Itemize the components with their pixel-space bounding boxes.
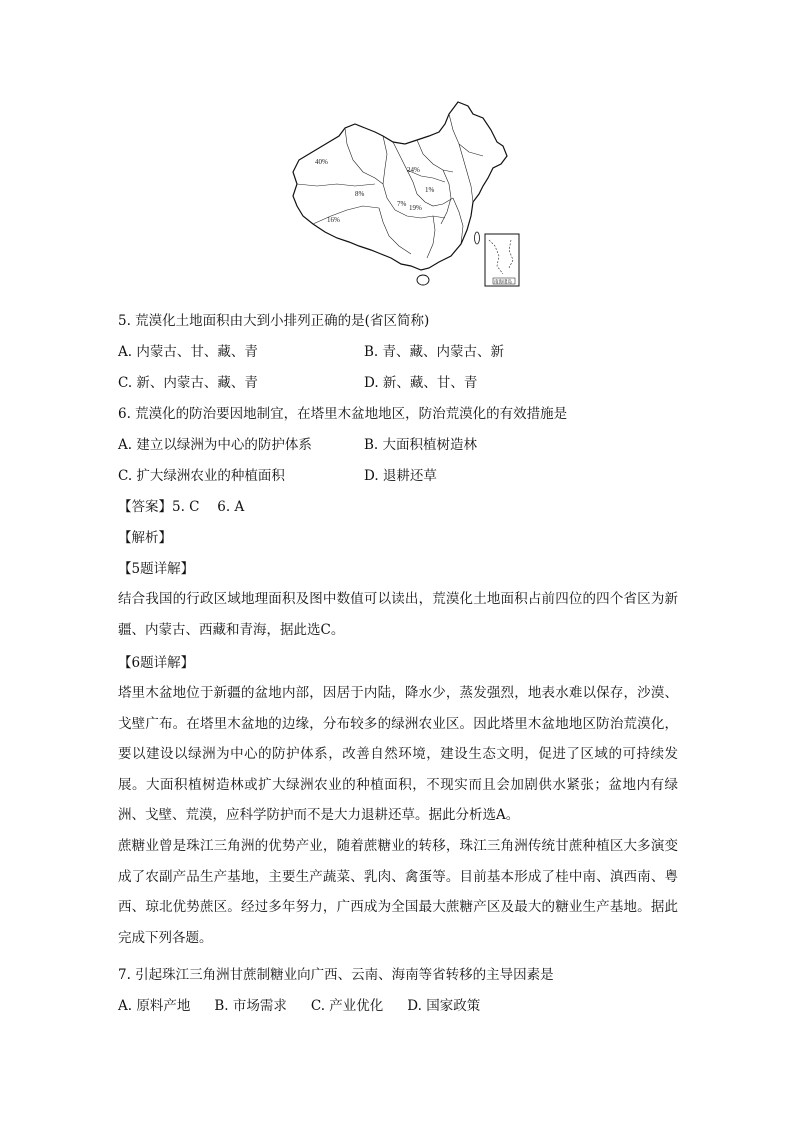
q5-detail-text: 结合我国的行政区域地理面积及图中数值可以读出，荒漠化土地面积占前四位的四个省区为新疆、内蒙古、西藏和青海，据此选C。 [118,591,678,638]
q5-option-c: C. 新、内蒙古、藏、青 [118,375,258,391]
q6-option-a: A. 建立以绿洲为中心的防护体系 [118,437,312,453]
inset-label: 南海诸岛 [494,280,512,285]
q6-stem: 6. 荒漠化的防治要因地制宜，在塔里木盆地地区，防治荒漠化的有效措施是 [118,406,568,422]
q7-option-a: A. 原料产地 [118,998,191,1014]
q5-option-b: B. 青、藏、内蒙古、新 [364,344,505,360]
south-china-sea-inset [485,234,519,286]
taiwan-island [475,232,480,244]
label-qinghai: 8% [355,190,365,198]
label-label3: 1% [425,186,435,194]
analysis-heading: 【解析】 [118,530,172,546]
q5-option-d: D. 新、藏、甘、青 [364,375,478,391]
q6-detail-heading: 【6题详解】 [118,655,195,671]
q5-detail-heading: 【5题详解】 [118,561,195,577]
china-outline [293,102,507,270]
sugar-industry-passage: 蔗糖业曾是珠江三角洲的优势产业，随着蔗糖业的转移，珠江三角洲传统甘蔗种植区大多演变成了农副产品生产基地，主要生产蔬菜、乳肉、禽蛋等。目前基本形成了桂中南、滇西南、粤西、琼北优势蔗区。经过多年努力，广西成为全国最大蔗糖产区及最大的糖业生产基地。据此完成下列各题。 [118,838,678,946]
label-xizang: 16% [327,216,340,224]
q7-stem: 7. 引起珠江三角洲甘蔗制糖业向广西、云南、海南等省转移的主导因素是 [118,967,554,983]
label-ningxia: 19% [409,204,422,212]
china-desertification-map [283,98,523,294]
q5-stem: 5. 荒漠化土地面积由大到小排列正确的是(省区简称) [118,313,430,329]
q6-option-c: C. 扩大绿洲农业的种植面积 [118,468,285,484]
q6-option-b: B. 大面积植树造林 [364,437,478,453]
q7-options [118,997,504,1015]
label-gansu: 7% [397,200,407,208]
q5-option-a: A. 内蒙古、甘、藏、青 [118,344,258,360]
q7-option-b: B. 市场需求 [214,998,287,1014]
q6-option-d: D. 退耕还草 [364,468,437,484]
map-figure [283,98,523,294]
label-neimenggu: 24% [407,166,420,174]
q7-option-c: C. 产业优化 [310,998,384,1014]
hainan-island [417,275,429,285]
q7-option-d: D. 国家政策 [407,998,481,1014]
answer-line: 【答案】5. C 6. A [118,499,245,515]
label-xinjiang: 40% [315,158,328,166]
q6-detail-text: 塔里木盆地位于新疆的盆地内部，因居于内陆，降水少，蒸发强烈，地表水难以保存，沙漠、戈壁广布。在塔里木盆地的边缘，分布较多的绿洲农业区。因此塔里木盆地地区防治荒漠化，要以建设以绿洲为中心的防护体系，改善自然环境，建设生态文明，促进了区域的可持续发展。大面积植树造林或扩大绿洲农业的种植面积，不现实而且会加剧供水紧张；盆地内有绿洲、戈壁、荒漠，应科学防护而不是大力退耕还草。据此分析选A。 [118,685,678,823]
